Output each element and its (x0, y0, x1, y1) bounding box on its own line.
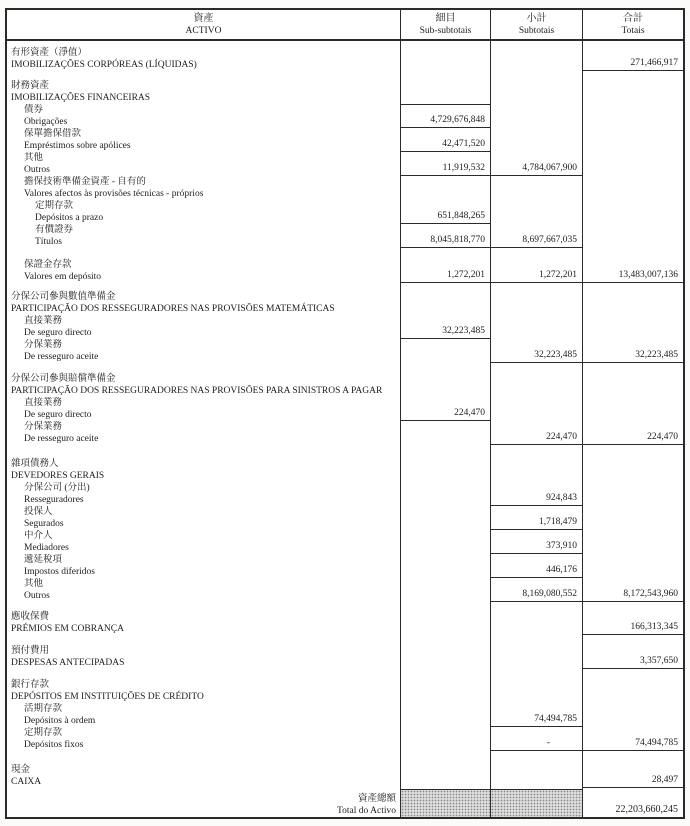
row-label-zh: 有形資產（淨值） (11, 48, 88, 58)
row-sub-subtotal-value: 1,272,201 (400, 248, 490, 283)
assets-balance-sheet (5, 8, 685, 819)
table-body (7, 41, 683, 788)
col-header-sub-subtotals (400, 10, 490, 39)
row-total-value (582, 283, 683, 315)
col-header-sub-subtotals-pt: Sub-subtotais (419, 25, 472, 36)
row-subtotal-value (490, 176, 582, 200)
col-header-activo (7, 10, 400, 39)
table-row (7, 224, 683, 248)
row-subtotal-value (490, 602, 582, 635)
row-total-value (582, 397, 683, 421)
row-sub-subtotal-value: 32,223,485 (400, 315, 490, 339)
row-label-zh: 投保人 (24, 507, 53, 517)
row-label-pt: IMOBILIZAÇÕES CORPÓREAS (LÍQUIDAS) (11, 60, 197, 70)
row-subtotal-value (490, 200, 582, 224)
row-subtotal-value (490, 104, 582, 128)
row-sub-subtotal-value: 8,045,818,770 (400, 224, 490, 248)
row-subtotal-value: 224,470 (490, 421, 582, 445)
row-label-pt: Depósitos a prazo (35, 213, 104, 223)
row-label (7, 751, 400, 788)
row-sub-subtotal-value (400, 635, 490, 669)
row-subtotal-value: 8,697,667,035 (490, 224, 582, 248)
row-label-pt: IMOBILIZAÇÕES FINANCEIRAS (11, 93, 151, 103)
row-label (7, 152, 400, 176)
row-sub-subtotal-value (400, 445, 490, 482)
row-label (7, 315, 400, 339)
row-label-pt: Depósitos à ordem (24, 716, 96, 726)
row-label (7, 339, 400, 363)
table-header (7, 10, 683, 41)
table-row (7, 727, 683, 751)
row-label-pt: DESPESAS ANTECIPADAS (11, 658, 125, 668)
row-label-zh: 擔保技術準備金資產 - 自有的 (24, 177, 146, 187)
row-label-pt: De resseguro aceite (24, 434, 99, 444)
row-total-value (582, 554, 683, 578)
row-subtotal-value (490, 363, 582, 397)
table-row (7, 200, 683, 224)
row-label (7, 578, 400, 602)
row-label-zh: 債券 (24, 105, 44, 115)
col-header-totals-pt: Totais (621, 25, 645, 36)
table-row (7, 703, 683, 727)
table-row (7, 128, 683, 152)
row-total-value (582, 703, 683, 727)
row-label-pt: PARTICIPAÇÃO DOS RESSEGURADORES NAS PROVISÕES MATEMÁTICAS (11, 304, 335, 314)
row-label (7, 71, 400, 104)
row-total-value (582, 506, 683, 530)
col-header-activo-zh: 資產 (193, 12, 214, 24)
row-subtotal-value (490, 635, 582, 669)
row-sub-subtotal-value (400, 339, 490, 363)
row-total-value (582, 224, 683, 248)
row-sub-subtotal-value (400, 703, 490, 727)
row-total-value (582, 482, 683, 506)
row-label-pt: Valores afectos às provisões técnicas - próprios (24, 189, 204, 199)
row-subtotal-value (490, 751, 582, 788)
col-header-subtotals-pt: Subtotais (518, 25, 555, 36)
table-row (7, 339, 683, 363)
row-subtotal-value (490, 283, 582, 315)
row-subtotal-value (490, 669, 582, 703)
row-label-zh: 應收保費 (11, 612, 50, 622)
row-label-pt: CAIXA (11, 777, 42, 787)
row-label-pt: Segurados (24, 519, 64, 529)
row-total-value: 8,172,543,960 (582, 578, 683, 602)
row-label (7, 41, 400, 71)
row-label-zh: 雜項債務人 (11, 459, 59, 469)
row-subtotal-value (490, 315, 582, 339)
col-header-totals-zh: 合計 (623, 12, 643, 24)
table-row (7, 635, 683, 669)
row-label (7, 128, 400, 152)
row-label-zh: 直接業務 (24, 398, 63, 408)
row-label-pt: De seguro directo (24, 410, 92, 420)
row-label (7, 397, 400, 421)
row-label (7, 104, 400, 128)
row-label-zh: 銀行存款 (11, 680, 50, 690)
row-label-zh: 現金 (11, 765, 31, 775)
col-header-subtotals (490, 10, 582, 39)
row-sub-subtotal-value (400, 602, 490, 635)
row-label (7, 283, 400, 315)
row-label-zh: 預付費用 (11, 646, 50, 656)
row-label (7, 482, 400, 506)
row-sub-subtotal-value (400, 176, 490, 200)
row-subtotal-value: 1,718,479 (490, 506, 582, 530)
row-label-zh: 分保業務 (24, 422, 63, 432)
row-total-value: 74,494,785 (582, 727, 683, 751)
table-row (7, 602, 683, 635)
row-total-value: 3,357,650 (582, 635, 683, 669)
row-total-value (582, 669, 683, 703)
row-total-value (582, 445, 683, 482)
table-row (7, 751, 683, 788)
row-sub-subtotal-value (400, 530, 490, 554)
row-sub-subtotal-value: 651,848,265 (400, 200, 490, 224)
row-total-value (582, 315, 683, 339)
row-subtotal-value: 924,843 (490, 482, 582, 506)
row-label-pt: Resseguradores (24, 495, 84, 505)
row-label (7, 363, 400, 397)
row-label (7, 602, 400, 635)
row-subtotal-value (490, 397, 582, 421)
row-label-pt: Impostos diferidos (24, 567, 95, 577)
table-row (7, 578, 683, 602)
row-sub-subtotal-value (400, 71, 490, 104)
col-header-activo-pt: ACTIVO (185, 25, 222, 36)
row-subtotal-value: - (490, 727, 582, 751)
row-label-pt: Títulos (35, 237, 62, 247)
col-header-sub-subtotals-zh: 細目 (435, 12, 456, 24)
row-label-pt: De seguro directo (24, 328, 92, 338)
table-row (7, 421, 683, 445)
row-label-pt: Valores em depósito (24, 272, 102, 282)
table-row (7, 248, 683, 283)
row-sub-subtotal-value (400, 554, 490, 578)
row-sub-subtotal-value (400, 363, 490, 397)
row-sub-subtotal-value (400, 421, 490, 445)
row-sub-subtotal-value (400, 669, 490, 703)
table-row (7, 315, 683, 339)
table-row (7, 397, 683, 421)
row-sub-subtotal-value (400, 506, 490, 530)
row-total-value (582, 104, 683, 128)
row-label-zh: 分保公司 (分出) (24, 483, 90, 493)
row-label-pt: De resseguro aceite (24, 352, 99, 362)
row-sub-subtotal-value (400, 578, 490, 602)
table-row (7, 669, 683, 703)
row-subtotal-value (490, 41, 582, 71)
row-subtotal-value (490, 445, 582, 482)
row-label-zh: 定期存款 (24, 728, 63, 738)
table-row (7, 176, 683, 200)
table-row (7, 152, 683, 176)
row-subtotal-value: 446,176 (490, 554, 582, 578)
row-subtotal-value (490, 128, 582, 152)
grand-total-hatched-cell (490, 789, 582, 817)
row-total-value: 13,483,007,136 (582, 248, 683, 283)
grand-total-label-pt: Total do Activo (337, 806, 396, 816)
row-label (7, 224, 400, 248)
grand-total-row (7, 789, 683, 817)
row-total-value: 224,470 (582, 421, 683, 445)
row-label (7, 421, 400, 445)
table-row (7, 530, 683, 554)
table-row (7, 104, 683, 128)
row-label (7, 635, 400, 669)
row-label (7, 554, 400, 578)
row-sub-subtotal-value (400, 482, 490, 506)
row-label-zh: 其他 (24, 579, 44, 589)
row-total-value (582, 152, 683, 176)
grand-total-label (7, 789, 400, 817)
table-row (7, 445, 683, 482)
row-label-zh: 中介人 (24, 531, 53, 541)
row-label-pt: Obrigações (24, 117, 68, 127)
row-total-value: 28,497 (582, 751, 683, 788)
row-total-value (582, 530, 683, 554)
row-label-zh: 有價證券 (35, 225, 74, 235)
row-sub-subtotal-value: 224,470 (400, 397, 490, 421)
row-sub-subtotal-value (400, 751, 490, 788)
row-label-zh: 保證金存款 (24, 260, 72, 270)
grand-total-hatched-cell (400, 789, 490, 817)
table-row (7, 506, 683, 530)
row-label (7, 530, 400, 554)
row-subtotal-value: 8,169,080,552 (490, 578, 582, 602)
row-label (7, 445, 400, 482)
row-label-pt: Outros (24, 165, 50, 175)
grand-total-value: 22,203,660,245 (582, 789, 683, 817)
table-row (7, 71, 683, 104)
row-subtotal-value: 32,223,485 (490, 339, 582, 363)
row-subtotal-value: 4,784,067,900 (490, 152, 582, 176)
row-label-pt: PARTICIPAÇÃO DOS RESSEGURADORES NAS PROVISÕES PARA SINISTROS A PAGAR (11, 386, 383, 396)
row-label (7, 669, 400, 703)
row-label (7, 703, 400, 727)
table-row (7, 41, 683, 71)
row-label-pt: Empréstimos sobre apólices (24, 141, 131, 151)
row-label-pt: DEVEDORES GERAIS (11, 471, 105, 481)
table-row (7, 554, 683, 578)
row-subtotal-value: 74,494,785 (490, 703, 582, 727)
row-label-pt: Mediadores (24, 543, 69, 553)
row-sub-subtotal-value (400, 727, 490, 751)
row-total-value: 271,466,917 (582, 41, 683, 71)
row-label-zh: 分保業務 (24, 340, 63, 350)
row-label (7, 727, 400, 751)
row-label-zh: 其他 (24, 153, 44, 163)
row-label-zh: 保單擔保借款 (24, 129, 82, 139)
row-total-value (582, 176, 683, 200)
row-label-pt: Depósitos fixos (24, 740, 84, 750)
row-sub-subtotal-value: 42,471,520 (400, 128, 490, 152)
row-label-pt: Outros (24, 591, 50, 601)
row-label (7, 248, 400, 283)
row-label (7, 200, 400, 224)
row-subtotal-value (490, 71, 582, 104)
row-sub-subtotal-value: 4,729,676,848 (400, 104, 490, 128)
row-total-value (582, 363, 683, 397)
row-label-zh: 定期存款 (35, 201, 74, 211)
row-sub-subtotal-value (400, 41, 490, 71)
row-subtotal-value: 1,272,201 (490, 248, 582, 283)
row-total-value (582, 200, 683, 224)
row-label-pt: DEPÓSITOS EM INSTITUIÇÕES DE CRÉDITO (11, 692, 204, 702)
row-sub-subtotal-value (400, 283, 490, 315)
row-label (7, 506, 400, 530)
row-label (7, 176, 400, 200)
row-label-zh: 直接業務 (24, 316, 63, 326)
row-total-value (582, 71, 683, 104)
table-row (7, 482, 683, 506)
row-total-value: 32,223,485 (582, 339, 683, 363)
table-row (7, 283, 683, 315)
col-header-subtotals-zh: 小計 (526, 12, 547, 24)
row-label-pt: PRÉMIOS EM COBRANÇA (11, 624, 124, 634)
row-total-value (582, 128, 683, 152)
row-total-value: 166,313,345 (582, 602, 683, 635)
row-subtotal-value: 373,910 (490, 530, 582, 554)
row-label-zh: 分保公司參與賠償準備金 (11, 374, 116, 384)
row-label-zh: 財務資產 (11, 81, 50, 91)
row-label-zh: 活期存款 (24, 704, 63, 714)
row-sub-subtotal-value: 11,919,532 (400, 152, 490, 176)
row-label-zh: 遞延稅項 (24, 555, 63, 565)
table-row (7, 363, 683, 397)
grand-total-label-zh: 資產總額 (357, 794, 396, 804)
row-label-zh: 分保公司參與數值準備金 (11, 292, 116, 302)
col-header-totals (582, 10, 683, 39)
